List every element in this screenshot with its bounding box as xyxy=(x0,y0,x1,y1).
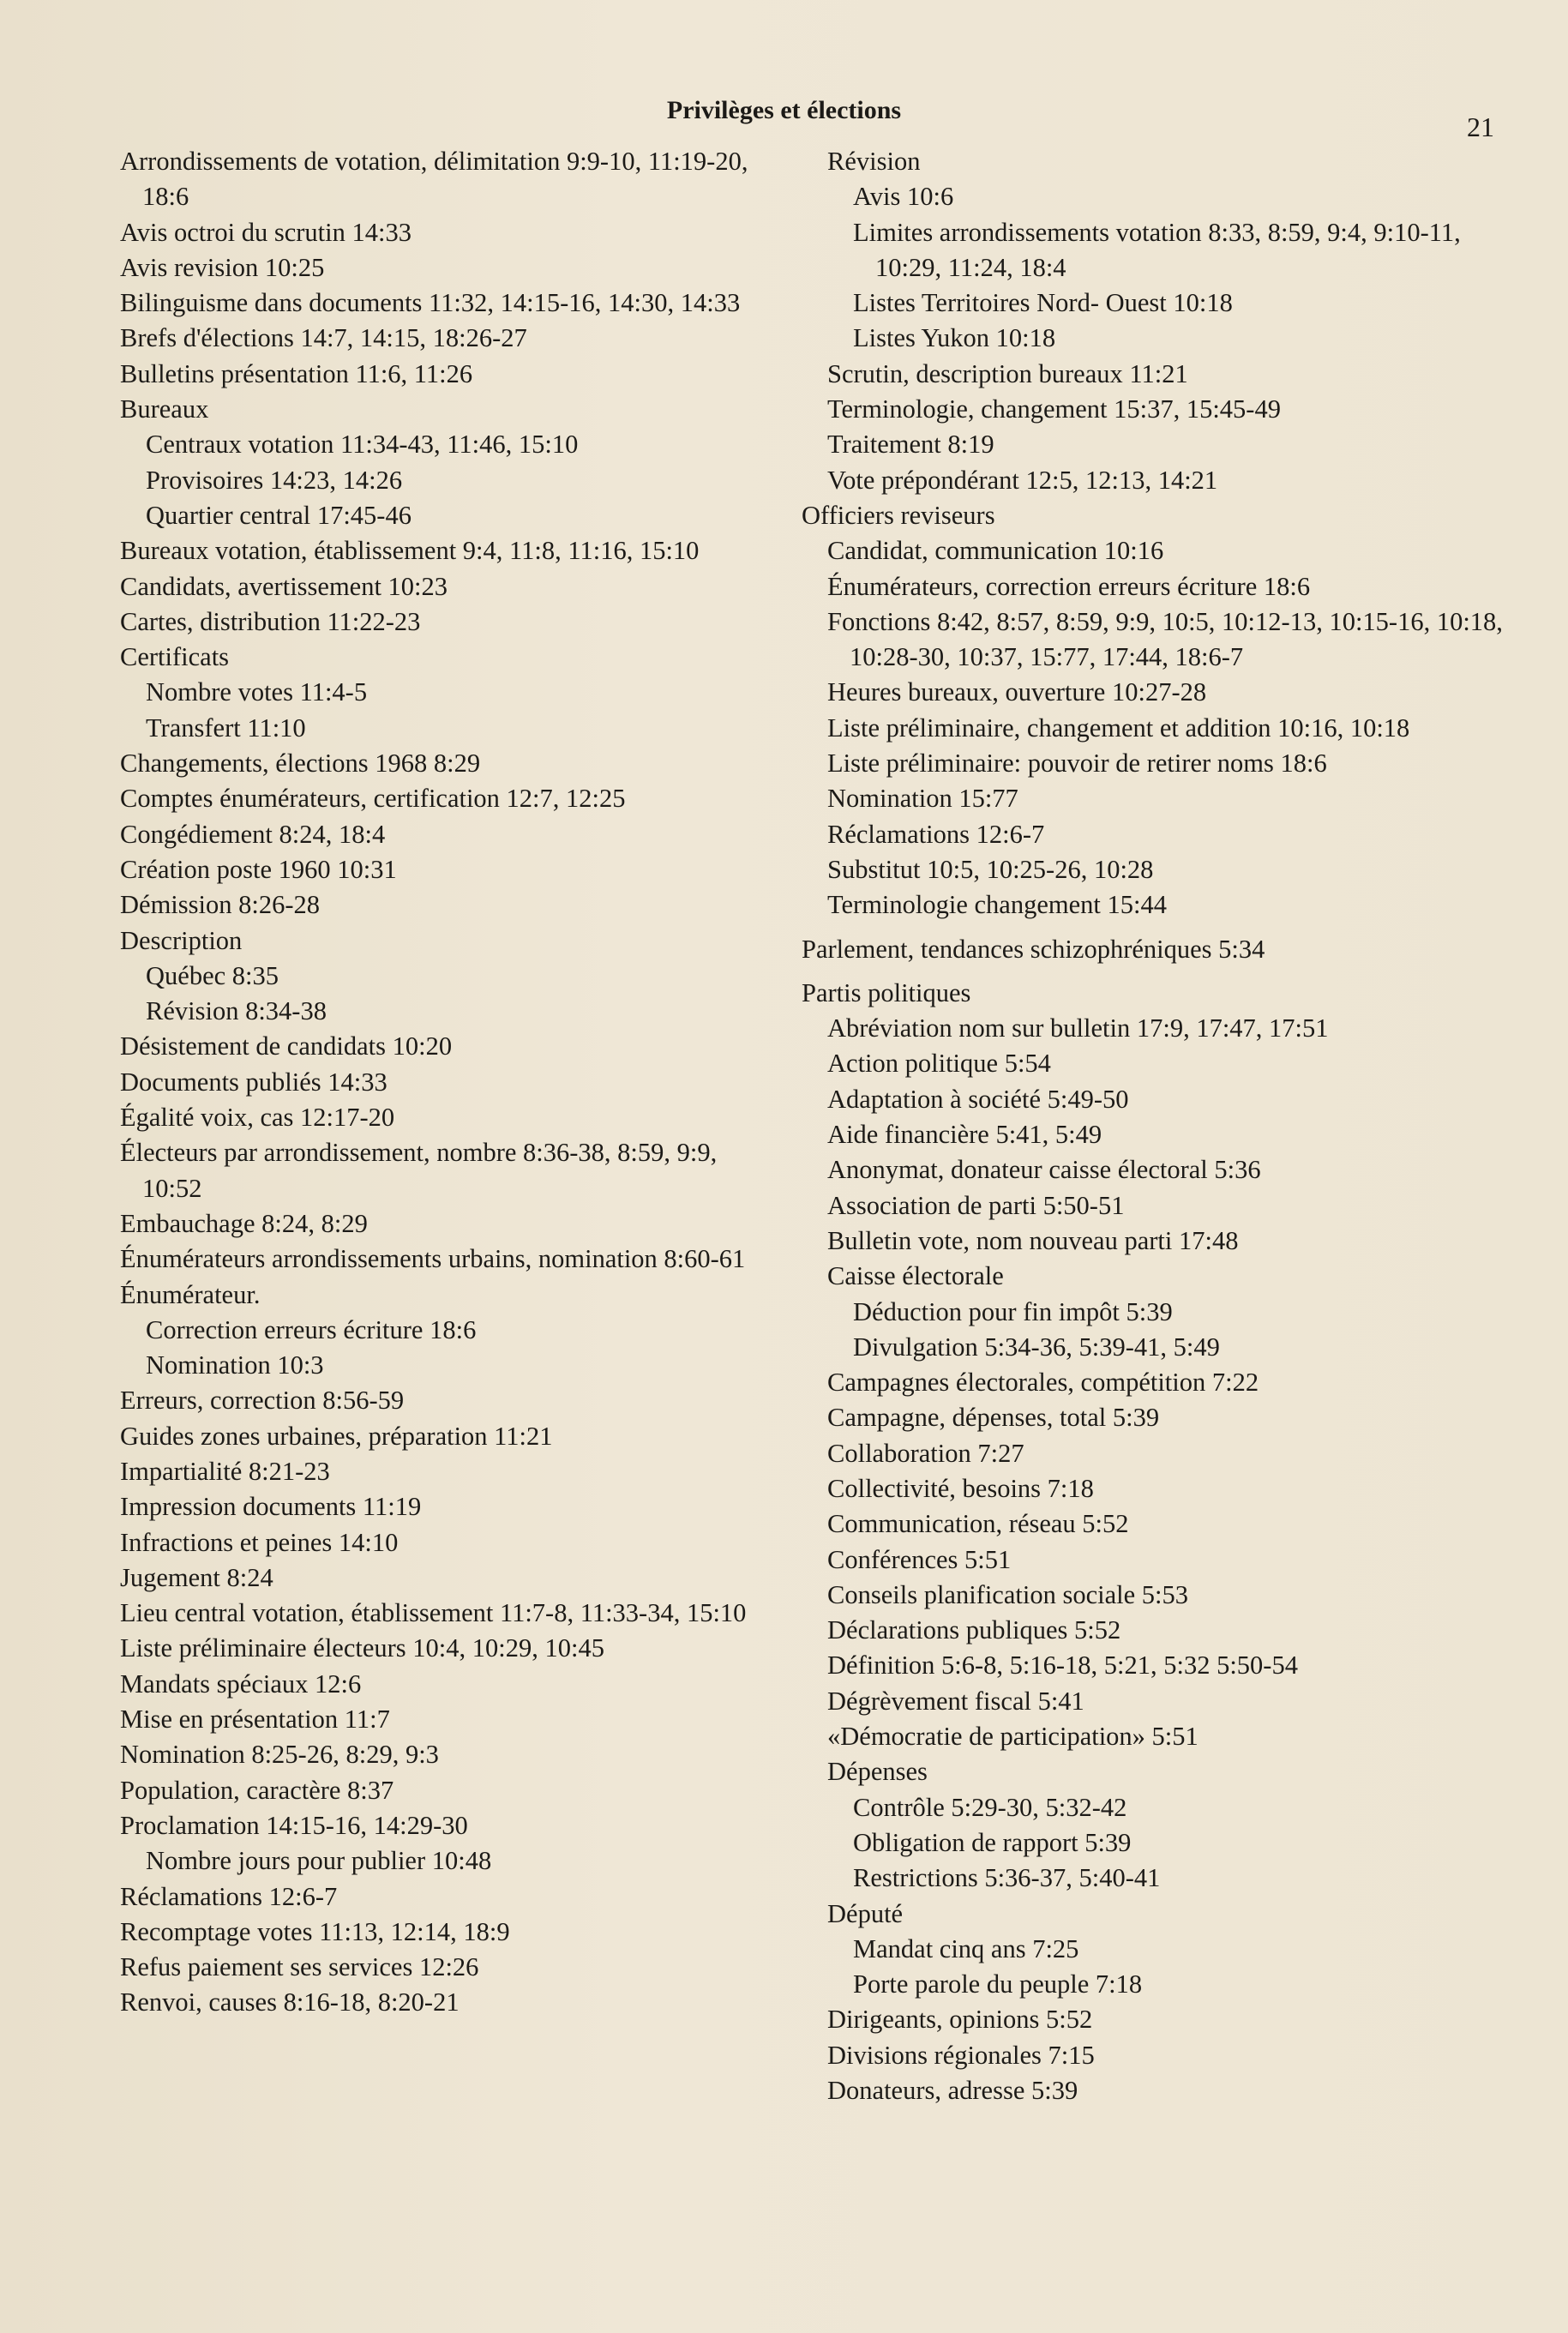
index-entry: Brefs d'élections 14:7, 14:15, 18:26-27 xyxy=(120,323,527,353)
index-entry: Terminologie changement 15:44 xyxy=(827,890,1167,920)
index-entry: Réclamations 12:6-7 xyxy=(827,819,1045,849)
index-entry: Changements, élections 1968 8:29 xyxy=(120,749,481,779)
index-entry: Substitut 10:5, 10:25-26, 10:28 xyxy=(827,854,1154,884)
index-entry: Divulgation 5:34-36, 5:39-41, 5:49 xyxy=(853,1332,1220,1362)
index-entry: Avis octroi du scrutin 14:33 xyxy=(120,217,412,247)
index-entry: Création poste 1960 10:31 xyxy=(120,854,397,884)
index-entry: Heures bureaux, ouverture 10:27-28 xyxy=(827,677,1207,707)
index-entry: Québec 8:35 xyxy=(146,960,279,990)
index-entry: Impartialité 8:21-23 xyxy=(120,1456,330,1486)
index-entry: Liste préliminaire électeurs 10:4, 10:29, 10:45 xyxy=(120,1633,604,1663)
index-entry: Énumérateur. xyxy=(120,1279,261,1309)
index-entry: Définition 5:6-8, 5:16-18, 5:21, 5:32 5:50-54 xyxy=(827,1651,1298,1681)
index-entry: Bilinguisme dans documents 11:32, 14:15-16, 14:30, 14:33 xyxy=(120,288,741,318)
index-entry: Campagne, dépenses, total 5:39 xyxy=(827,1403,1160,1433)
index-entry: Nombre jours pour publier 10:48 xyxy=(146,1846,492,1876)
index-entry: Limites arrondissements votation 8:33, 8:59, 9:4, 9:10-11, 10:29, 11:24, 18:4 xyxy=(853,217,1461,282)
index-entry: Documents publiés 14:33 xyxy=(120,1067,387,1097)
index-entry: Communication, réseau 5:52 xyxy=(827,1509,1129,1539)
index-entry: Listes Territoires Nord- Ouest 10:18 xyxy=(853,288,1233,318)
index-entry: Révision xyxy=(827,147,921,176)
index-entry: Déduction pour fin impôt 5:39 xyxy=(853,1296,1173,1326)
index-entry: Certificats xyxy=(120,642,230,672)
index-entry: Dégrèvement fiscal 5:41 xyxy=(827,1686,1084,1716)
index-entry: Cartes, distribution 11:22-23 xyxy=(120,606,421,636)
index-entry: Provisoires 14:23, 14:26 xyxy=(146,465,403,495)
index-entry: Comptes énumérateurs, certification 12:7, 12:25 xyxy=(120,784,626,814)
index-entry: Conseils planification sociale 5:53 xyxy=(827,1579,1188,1609)
index-entry: Guides zones urbaines, préparation 11:21 xyxy=(120,1421,553,1451)
index-entry: Nomination 15:77 xyxy=(827,784,1018,814)
index-entry: Recomptage votes 11:13, 12:14, 18:9 xyxy=(120,1916,510,1946)
index-entry: Porte parole du peuple 7:18 xyxy=(853,1969,1143,1999)
index-entry: Électeurs par arrondissement, nombre 8:36-38, 8:59, 9:9, 10:52 xyxy=(120,1138,718,1203)
index-entry: Jugement 8:24 xyxy=(120,1562,273,1592)
index-entry: Avis revision 10:25 xyxy=(120,252,325,282)
index-entry: Listes Yukon 10:18 xyxy=(853,323,1056,353)
index-entry: Mandats spéciaux 12:6 xyxy=(120,1669,362,1699)
index-entry: Erreurs, correction 8:56-59 xyxy=(120,1386,405,1416)
index-entry: Caisse électorale xyxy=(827,1261,1004,1291)
index-entry: Infractions et peines 14:10 xyxy=(120,1527,399,1557)
index-entry: Conférences 5:51 xyxy=(827,1544,1012,1574)
index-entry: Réclamations 12:6-7 xyxy=(120,1881,338,1911)
index-entry: Contrôle 5:29-30, 5:32-42 xyxy=(853,1792,1127,1822)
index-entry: Abréviation nom sur bulletin 17:9, 17:47, 17:51 xyxy=(827,1013,1329,1043)
index-entry: Quartier central 17:45-46 xyxy=(146,500,412,530)
page-number: 21 xyxy=(1467,111,1494,142)
index-entry: Candidats, avertissement 10:23 xyxy=(120,571,448,601)
index-entry: Nomination 10:3 xyxy=(146,1350,324,1380)
index-entry: Proclamation 14:15-16, 14:29-30 xyxy=(120,1810,468,1840)
index-entry: Refus paiement ses services 12:26 xyxy=(120,1952,479,1982)
index-entry: Partis politiques xyxy=(802,977,971,1007)
index-entry: Égalité voix, cas 12:17-20 xyxy=(120,1103,395,1133)
running-title: Privilèges et élections xyxy=(666,96,902,124)
index-entry: Nombre votes 11:4-5 xyxy=(146,677,368,707)
index-entry: Nomination 8:25-26, 8:29, 9:3 xyxy=(120,1740,439,1770)
index-entry: Mandat cinq ans 7:25 xyxy=(853,1933,1079,1963)
index-entry: Bulletins présentation 11:6, 11:26 xyxy=(120,358,473,388)
index-entry: Restrictions 5:36-37, 5:40-41 xyxy=(853,1863,1161,1893)
index-entry: Embauchage 8:24, 8:29 xyxy=(120,1208,368,1238)
index-entry: Énumérateurs arrondissements urbains, nomination 8:60-61 xyxy=(120,1244,746,1274)
index-entry: Démission 8:26-28 xyxy=(120,890,320,920)
index-entry: Déclarations publiques 5:52 xyxy=(827,1615,1121,1645)
index-entry: Mise en présentation 11:7 xyxy=(120,1705,390,1735)
index-entry: Aide financière 5:41, 5:49 xyxy=(827,1120,1102,1150)
index-entry: Terminologie, changement 15:37, 15:45-49 xyxy=(827,394,1281,424)
index-entry: Énumérateurs, correction erreurs écriture 18:6 xyxy=(827,571,1311,601)
index-entry: Correction erreurs écriture 18:6 xyxy=(146,1314,477,1344)
index-entry: Impression documents 11:19 xyxy=(120,1492,422,1522)
index-entry: Donateurs, adresse 5:39 xyxy=(827,2076,1078,2106)
index-entry: Liste préliminaire, changement et addition 10:16, 10:18 xyxy=(827,713,1410,743)
index-entry: Centraux votation 11:34-43, 11:46, 15:10 xyxy=(146,430,579,460)
index-entry: Officiers reviseurs xyxy=(802,500,995,530)
index-entry: Adaptation à société 5:49-50 xyxy=(827,1084,1129,1114)
index-entry: Congédiement 8:24, 18:4 xyxy=(120,819,386,849)
index-entry: Désistement de candidats 10:20 xyxy=(120,1031,453,1061)
index-entry: Association de parti 5:50-51 xyxy=(827,1190,1125,1220)
index-entry: Bureaux votation, établissement 9:4, 11:8, 11:16, 15:10 xyxy=(120,536,700,566)
index-entry: Anonymat, donateur caisse électoral 5:36 xyxy=(827,1155,1261,1185)
index-entry: Collaboration 7:27 xyxy=(827,1438,1024,1468)
index-entry: Candidat, communication 10:16 xyxy=(827,536,1164,566)
index-entry: Député xyxy=(827,1898,904,1928)
index-entry: Vote prépondérant 12:5, 12:13, 14:21 xyxy=(827,465,1218,495)
index-entry: Lieu central votation, établissement 11:7-8, 11:33-34, 15:10 xyxy=(120,1598,747,1628)
index-entry: Liste préliminaire: pouvoir de retirer noms 18:6 xyxy=(827,749,1327,779)
index-entry: Collectivité, besoins 7:18 xyxy=(827,1473,1094,1503)
index-entry: Dirigeants, opinions 5:52 xyxy=(827,2005,1093,2035)
index-entry: Population, caractère 8:37 xyxy=(120,1775,394,1805)
index-entry: Transfert 11:10 xyxy=(146,713,306,743)
index-entry: Dépenses xyxy=(827,1757,928,1787)
index-entry: Divisions régionales 7:15 xyxy=(827,2040,1095,2070)
index-entry: Bureaux xyxy=(120,394,209,424)
index-entry: Obligation de rapport 5:39 xyxy=(853,1827,1132,1857)
index-entry: Action politique 5:54 xyxy=(827,1049,1051,1079)
index-column-right xyxy=(802,144,1513,2108)
index-entry: Avis 10:6 xyxy=(853,182,954,212)
index-entry: Arrondissements de votation, délimitation 9:9-10, 11:19-20, 18:6 xyxy=(120,147,748,212)
index-entry: Bulletin vote, nom nouveau parti 17:48 xyxy=(827,1225,1239,1255)
index-entry: Scrutin, description bureaux 11:21 xyxy=(827,358,1188,388)
index-entry: Renvoi, causes 8:16-18, 8:20-21 xyxy=(120,1987,460,2017)
index-entry: «Démocratie de participation» 5:51 xyxy=(827,1722,1199,1752)
index-entry: Révision 8:34-38 xyxy=(146,996,327,1026)
index-entry: Traitement 8:19 xyxy=(827,430,994,460)
index-entry: Description xyxy=(120,925,243,955)
index-column-left xyxy=(94,144,763,2021)
index-entry: Parlement, tendances schizophréniques 5:34 xyxy=(802,934,1265,964)
index-entry: Fonctions 8:42, 8:57, 8:59, 9:9, 10:5, 10:12-13, 10:15-16, 10:18, 10:28-30, 10:37, 15:77, 17:44, 18:6-7 xyxy=(827,606,1503,672)
index-entry: Campagnes électorales, compétition 7:22 xyxy=(827,1368,1259,1398)
